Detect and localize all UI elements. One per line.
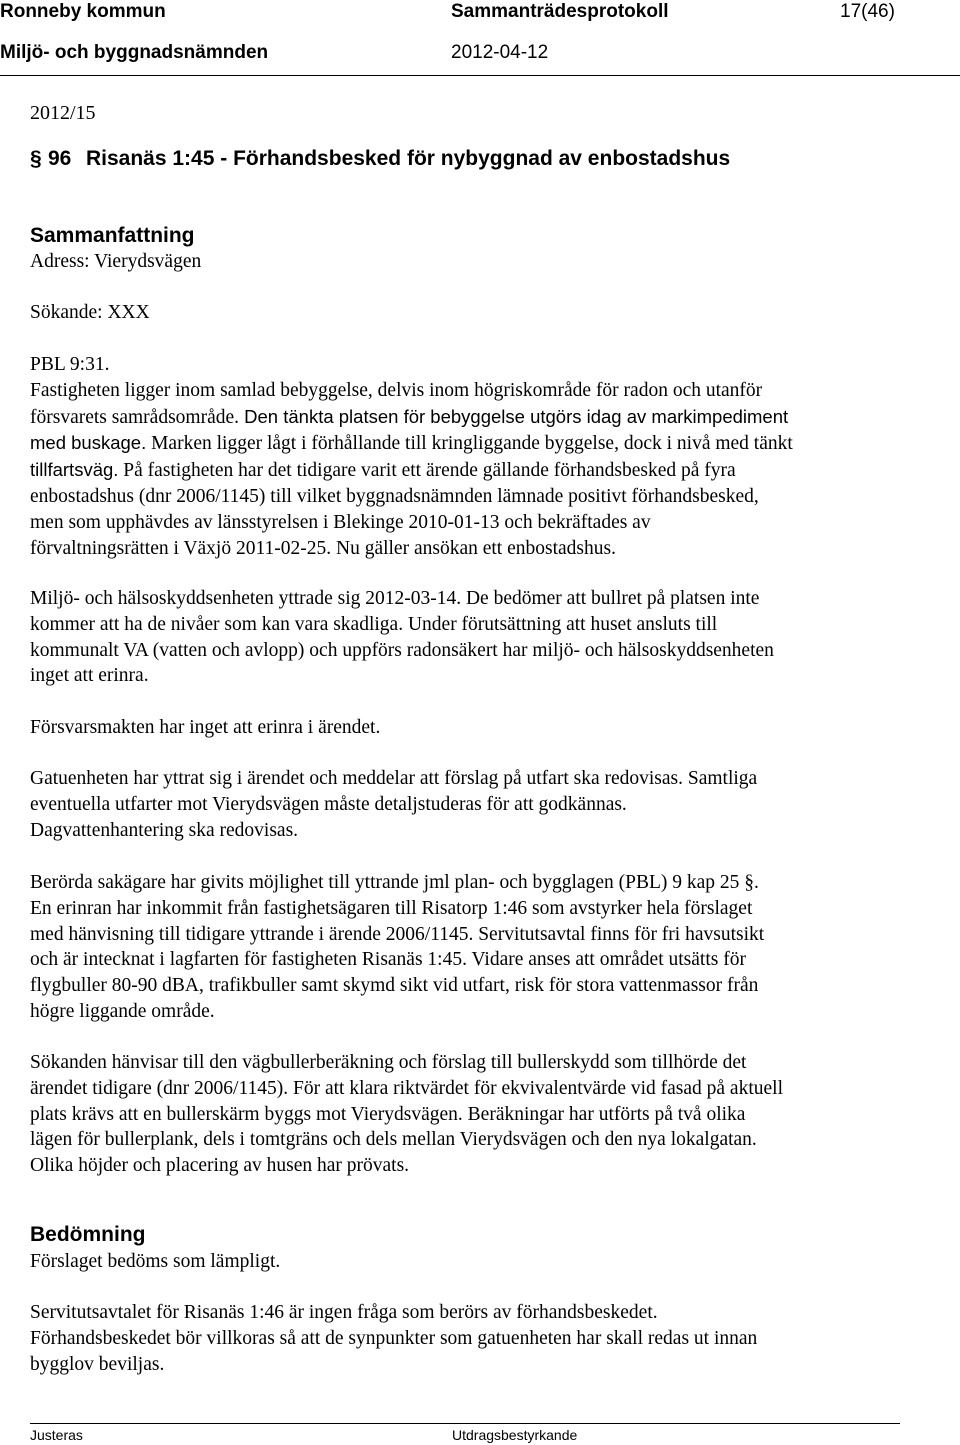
text-line: Sökanden hänvisar till den vägbullerberäkning och förslag till bullerskydd som tillhörde det: [30, 1052, 747, 1073]
text-line: bygglov beviljas.: [30, 1353, 165, 1375]
text-line: men som upphävdes av länsstyrelsen i Blekinge 2010-01-13 och bekräftades av: [30, 511, 651, 533]
text-line: ärendet tidigare (dnr 2006/1145). För att klara riktvärdet för ekvivalentvärde vid fasad på aktuell: [30, 1077, 783, 1099]
assessment-paragraph-1: [30, 1249, 280, 1275]
text-line: Gatuenheten har yttrat sig i ärendet och meddelar att förslag på utfart ska redovisas. Samtliga: [30, 768, 758, 789]
text-line: eventuella utfarter mot Vierydsvägen måste detaljstuderas för att godkännas.: [30, 793, 627, 815]
text-line: kommunalt VA (vatten och avlopp) och uppförs radonsäkert har miljö- och hälsoskyddsenheten: [30, 639, 774, 661]
section-symbol: §: [30, 147, 42, 170]
text-line: Förhandsbeskedet bör villkoras så att de synpunkter som gatuenheten har skall redas ut innan: [30, 1327, 758, 1349]
section-number: 96: [48, 147, 72, 170]
text-line: Dagvattenhantering ska redovisas.: [30, 819, 299, 841]
summary-heading: Sammanfattning: [30, 224, 195, 247]
text-line: Olika höjder och placering av husen har prövats.: [30, 1155, 410, 1177]
text-line: kommer att ha de nivåer som kan vara skadliga. Under förutsättning att huset ansluts till: [30, 613, 718, 635]
case-title: Risanäs 1:45 - Förhandsbesked för nybyggnad av enbostadshus: [86, 147, 731, 170]
footer-divider: [30, 1423, 900, 1424]
assessment-paragraph-2: [30, 1300, 757, 1377]
text-line: [30, 457, 793, 484]
board-name: Miljö- och byggnadsnämnden: [0, 42, 269, 63]
summary-paragraph-3: [30, 715, 380, 741]
address-line: Adress: Vierydsvägen: [30, 251, 202, 272]
footer-utdragsbestyrkande: Utdragsbestyrkande: [452, 1427, 578, 1443]
page-number: 17(46): [840, 1, 895, 22]
header-divider: [0, 75, 960, 76]
applicant-line: Sökande: XXX: [30, 302, 150, 323]
text-line: [30, 430, 793, 457]
text-segment: Marken ligger lågt i förhållande till kringliggande byggelse, dock i nivå med tänkt: [146, 433, 793, 455]
summary-paragraph-6: [30, 1050, 783, 1179]
assessment-heading: Bedömning: [30, 1223, 146, 1246]
text-line: lägen för bullerplank, dels i tomtgräns och dels mellan Vierydsvägen och den nya lokalgatan.: [30, 1129, 757, 1151]
organization-name: Ronneby kommun: [0, 1, 166, 22]
meeting-date: 2012-04-12: [451, 42, 549, 63]
text-line: Servitutsavtalet för Risanäs 1:46 är ingen fråga som berörs av förhandsbeskedet.: [30, 1302, 658, 1323]
text-segment: försvarets samrådsområde.: [30, 406, 240, 428]
text-line: med hänvisning till tidigare yttrande i ärende 2006/1145. Servitutsavtal finns för fri havsutsikt: [30, 923, 765, 945]
text-line: [30, 404, 793, 431]
text-line: förvaltningsrätten i Växjö 2011-02-25. Nu gäller ansökan ett enbostadshus.: [30, 537, 616, 559]
text-segment: På fastigheten har det tidigare varit ett ärende gällande förhandsbesked på fyra: [118, 460, 736, 482]
text-line: flygbuller 80-90 dBA, trafikbuller samt skymd sikt vid utfart, risk för stora vattenmassor från: [30, 975, 759, 997]
summary-paragraph-2: [30, 586, 774, 689]
text-line: och är intecknat i lagfarten för fastigheten Risanäs 1:45. Vidare anses att området utsätts för: [30, 949, 746, 971]
document-type: Sammanträdesprotokoll: [451, 1, 669, 22]
summary-paragraph-4: [30, 766, 757, 843]
text-line: PBL 9:31.: [30, 354, 110, 375]
case-reference: 2012/15: [30, 102, 96, 124]
text-line: inget att erinra.: [30, 665, 149, 687]
text-line: Förslaget bedöms som lämpligt.: [30, 1251, 281, 1272]
text-line: plats krävs att en bullerskärm byggs mot Vierydsvägen. Beräkningar har utförts på två olika: [30, 1103, 746, 1125]
text-line: Berörda sakägare har givits möjlighet till yttrande jml plan- och bygglagen (PBL) 9 kap 25 §.: [30, 872, 759, 893]
text-line: Miljö- och hälsoskyddsenheten yttrade sig 2012-03-14. De bedömer att bullret på platsen inte: [30, 588, 760, 609]
text-line: enbostadshus (dnr 2006/1145) till vilket byggnadsnämnden lämnade positivt förhandsbesked,: [30, 485, 759, 507]
footer-justeras: Justeras: [30, 1427, 83, 1443]
text-line: Fastigheten ligger inom samlad bebyggelse, delvis inom högriskområde för radon och utanför: [30, 379, 763, 401]
text-line: högre liggande område.: [30, 1000, 215, 1022]
text-line: En erinran har inkommit från fastighetsägaren till Risatorp 1:46 som avstyrker hela förslaget: [30, 897, 753, 919]
text-line: Försvarsmakten har inget att erinra i ärendet.: [30, 717, 381, 738]
summary-paragraph-1: [30, 352, 793, 561]
text-segment: tillfartsväg.: [30, 459, 119, 481]
text-segment: Den tänkta platsen för bebyggelse utgörs idag av markimpediment: [239, 405, 789, 427]
summary-paragraph-5: [30, 870, 764, 1025]
text-segment: med buskage.: [30, 432, 147, 454]
